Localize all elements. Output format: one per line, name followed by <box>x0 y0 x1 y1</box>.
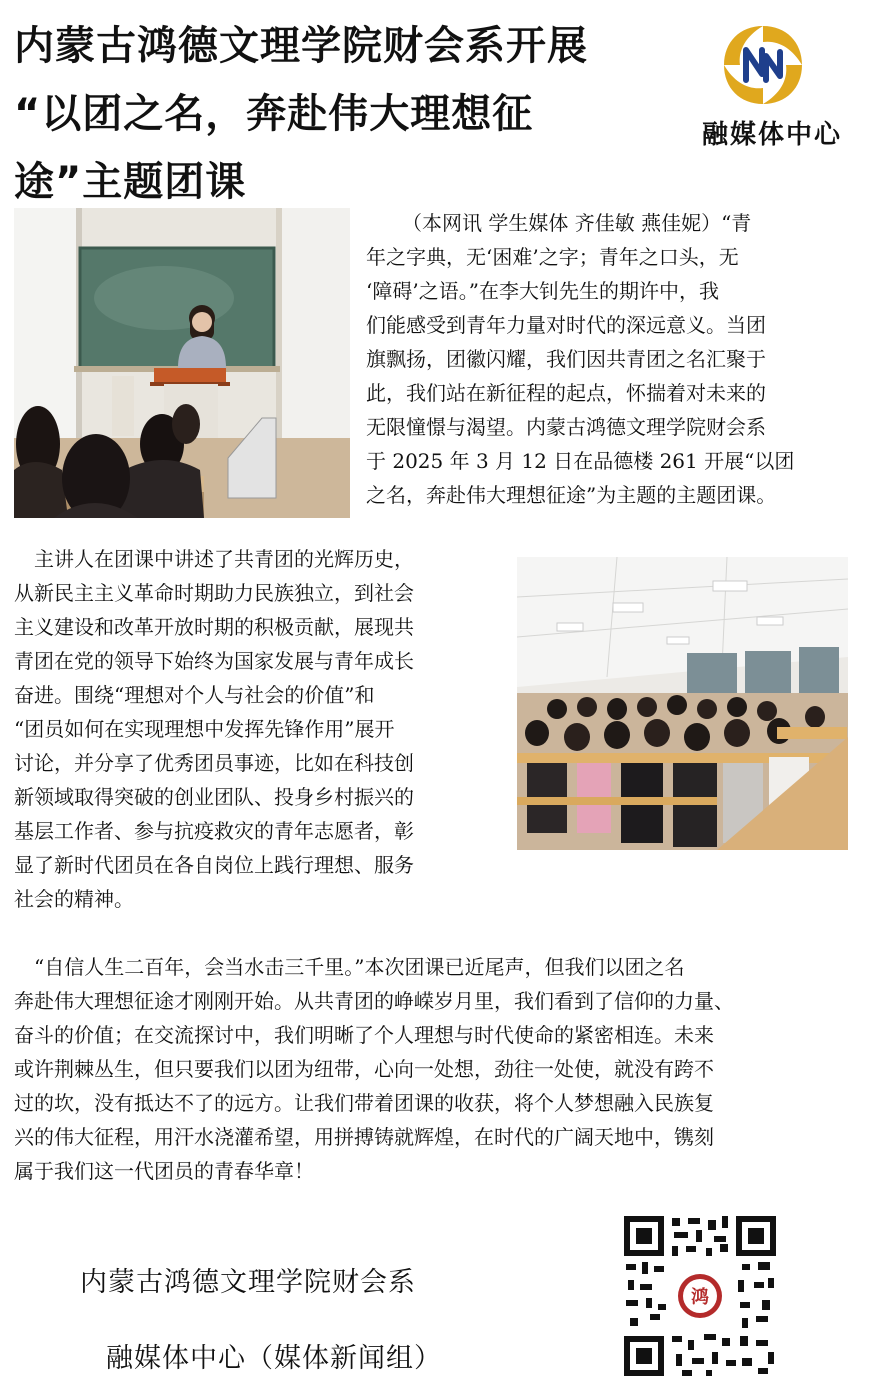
text-line: 们能感受到青年力量对时代的深远意义。当团 <box>366 313 766 337</box>
media-center-logo <box>682 22 862 162</box>
body-paragraph <box>14 542 504 916</box>
text-line: 年之字典，无‘困难’之字；青年之口头，无 <box>366 245 739 269</box>
title-line-2: “以团之名，奔赴伟大理想征 <box>14 91 534 137</box>
lecture-speaker-photo <box>14 208 350 518</box>
intro-paragraph <box>366 206 866 512</box>
text-line: 之名，奔赴伟大理想征途”为主题的主题团课。 <box>366 483 777 507</box>
text-line: “团员如何在实现理想中发挥先锋作用”展开 <box>14 717 395 741</box>
text-line: 基层工作者、参与抗疫救灾的青年志愿者，彰 <box>14 819 414 843</box>
title-line-3: 途”主题团课 <box>14 159 247 205</box>
text-line: 社会的精神。 <box>14 887 134 911</box>
text-line: 新领域取得突破的创业团队、投身乡村振兴的 <box>14 785 414 809</box>
text-line: 讨论，并分享了优秀团员事迹，比如在科技创 <box>14 751 414 775</box>
text-line: 过的坎，没有抵达不了的远方。让我们带着团课的收获，将个人梦想融入民族复 <box>14 1091 714 1115</box>
text-line: 兴的伟大征程，用汗水浇灌希望，用拼搏铸就辉煌，在时代的广阔天地中，镌刻 <box>14 1125 714 1149</box>
text-line: 青团在党的领导下始终为国家发展与青年成长 <box>14 649 414 673</box>
text-line: 从新民主主义革命时期助力民族独立，到社会 <box>14 581 414 605</box>
text-line: 主义建设和改革开放时期的积极贡献，展现共 <box>14 615 414 639</box>
text-line: 旗飘扬，团徽闪耀，我们因共青团之名汇聚于 <box>366 347 766 371</box>
text-line: 属于我们这一代团员的青春华章！ <box>14 1159 314 1183</box>
text-line: “自信人生二百年，会当水击三千里。”本次团课已近尾声，但我们以团之名 <box>14 955 685 979</box>
text-line: 此，我们站在新征程的起点，怀揣着对未来的 <box>366 381 766 405</box>
footer-org: 内蒙古鸿德文理学院财会系 <box>80 1267 416 1298</box>
text-line: 显了新时代团员在各自岗位上践行理想、服务 <box>14 853 414 877</box>
text-line: 奋斗的价值；在交流探讨中，我们明晰了个人理想与时代使命的紧密相连。未来 <box>14 1023 714 1047</box>
text-line: 或许荆棘丛生，但只要我们以团为纽带，心向一处想，劲往一处使，就没有跨不 <box>14 1057 714 1081</box>
logo-text: 融媒体中心 <box>701 120 842 150</box>
text-line: 奋进。围绕“理想对个人与社会的价值”和 <box>14 683 375 707</box>
text-line: ‘障碍’之语。”在李大钊先生的期许中，我 <box>366 279 719 303</box>
text-line: 奔赴伟大理想征途才刚刚开始。从共青团的峥嵘岁月里，我们看到了信仰的力量、 <box>14 989 734 1013</box>
text-line: 主讲人在团课中讲述了共青团的光辉历史， <box>14 547 414 571</box>
logo-emblem-icon <box>720 22 806 108</box>
qr-center-logo: 鸿 <box>691 1287 709 1308</box>
footer-unit: 融媒体中心（媒体新闻组） <box>106 1343 442 1374</box>
closing-paragraph <box>14 950 874 1188</box>
text-line: 无限憧憬与渴望。内蒙古鸿德文理学院财会系 <box>366 415 766 439</box>
classroom-audience-photo <box>517 557 848 850</box>
qr-code[interactable] <box>622 1214 778 1378</box>
article-title <box>14 12 664 216</box>
title-line-1: 内蒙古鸿德文理学院财会系开展 <box>14 23 588 69</box>
text-line: 于 2025 年 3 月 12 日在品德楼 261 开展“以团 <box>366 449 795 473</box>
text-line: （本网讯 学生媒体 齐佳敏 燕佳妮）“青 <box>402 211 752 235</box>
